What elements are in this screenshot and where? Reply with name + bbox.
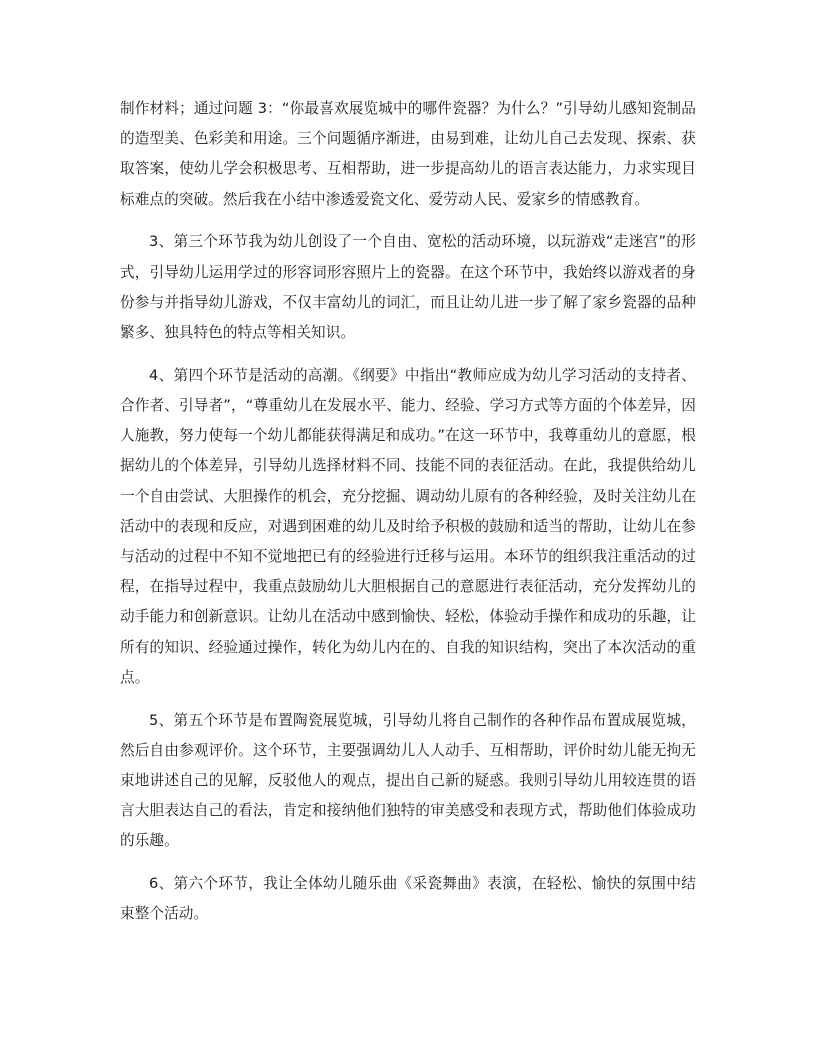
paragraph-materials-question-3: 制作材料；通过问题 3：“你最喜欢展览城中的哪件瓷器？为什么？”引导幼儿感知瓷制品的造型美、色彩美和用途。三个问题循序渐进，由易到难，让幼儿自己去发现、探索、获取答案，使幼儿学会积极思考、互相帮助，进一步提高幼儿的语言表达能力，力求实现目标难点的突破。然后我在小结中渗透爱瓷文化、爱劳动人民、爱家乡的情感教育。 <box>120 100 696 208</box>
paragraph-step-3: 3、第三个环节我为幼儿创设了一个自由、宽松的活动环境，以玩游戏“走迷宫”的形式，引导幼儿运用学过的形容词形容照片上的瓷器。在这个环节中，我始终以游戏者的身份参与并指导幼儿游戏，不仅丰富幼儿的词汇，而且让幼儿进一步了解了家乡瓷器的品种繁多、独具特色的特点等相关知识。 <box>120 233 696 342</box>
paragraph-step-5: 5、第五个环节是布置陶瓷展览城，引导幼儿将自己制作的各种作品布置成展览城，然后自由参观评价。这个环节，主要强调幼儿人人动手、互相帮助，评价时幼儿能无拘无束地讲述自己的见解，反驳他人的观点，提出自己新的疑惑。我则引导幼儿用较连贯的语言大胆表达自己的看法，肯定和接纳他们独特的审美感受和表现方式，帮助他们体验成功的乐趣。 <box>120 711 696 850</box>
document-body <box>120 94 696 942</box>
paragraph-step-4: 4、第四个环节是活动的高潮。《纲要》中指出“教师应成为幼儿学习活动的支持者、合作者、引导者”，“尊重幼儿在发展水平、能力、经验、学习方式等方面的个体差异，因人施教，努力使每一个幼儿都能获得满足和成功。”在这一环节中，我尊重幼儿的意愿，根据幼儿的个体差异，引导幼儿选择材料不同、技能不同的表征活动。在此，我提供给幼儿一个自由尝试、大胆操作的机会，充分挖掘、调动幼儿原有的各种经验，及时关注幼儿在活动中的表现和反应，对遇到困难的幼儿及时给予积极的鼓励和适当的帮助，让幼儿在参与活动的过程中不知不觉地把已有的经验进行迁移与运用。本环节的组织我注重活动的过程，在指导过程中，我重点鼓励幼儿大胆根据自己的意愿进行表征活动，充分发挥幼儿的动手能力和创新意识。让幼儿在活动中感到愉快、轻松，体验动手操作和成功的乐趣，让所有的知识、经验通过操作，转化为幼儿内在的、自我的知识结构，突出了本次活动的重点。 <box>120 366 696 686</box>
paragraph-step-6: 6、第六个环节，我让全体幼儿随乐曲《采瓷舞曲》表演，在轻松、愉快的氛围中结束整个活动。 <box>120 875 696 923</box>
